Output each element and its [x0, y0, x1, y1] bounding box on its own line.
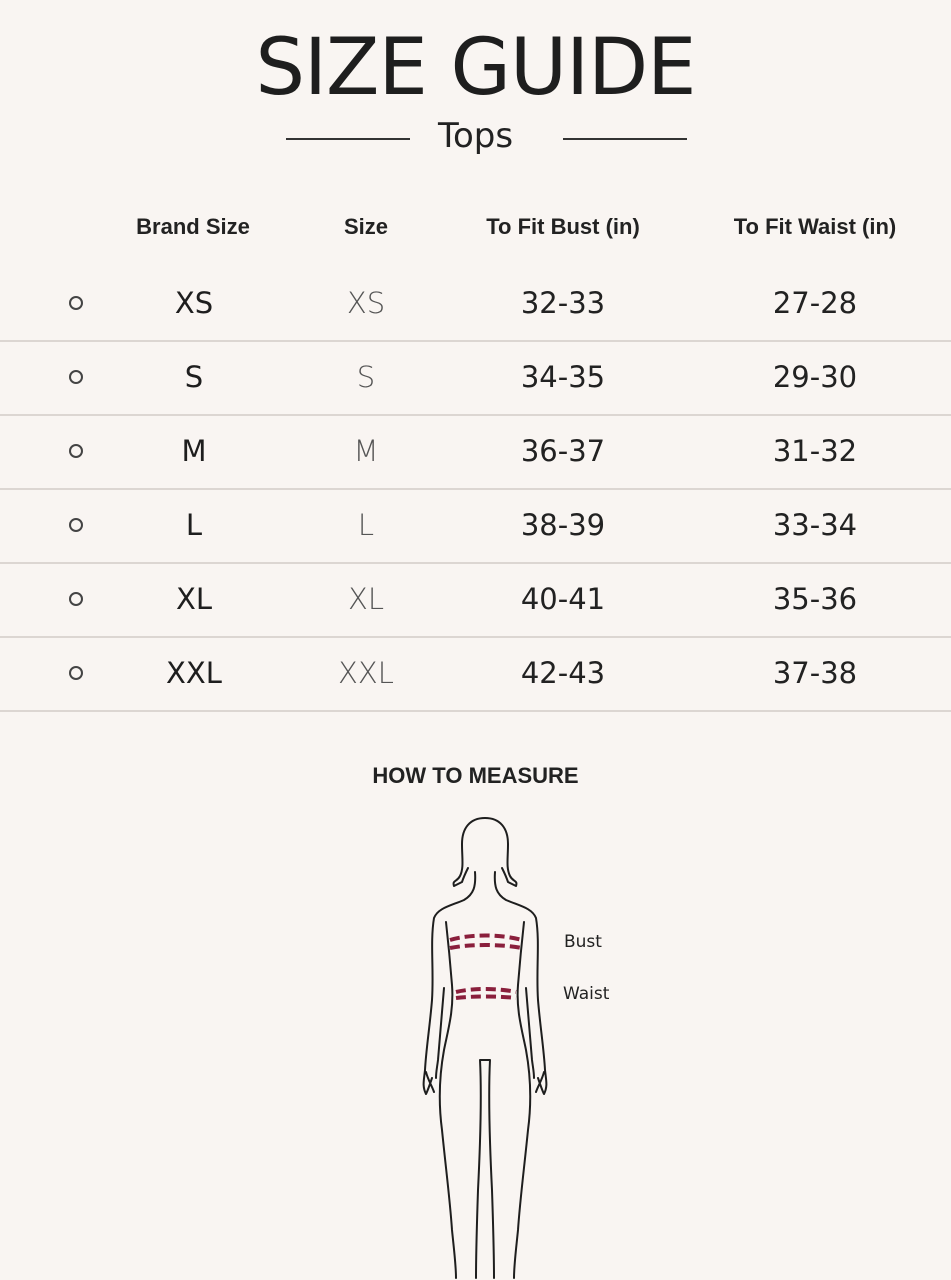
- size-cell: M: [353, 434, 379, 468]
- bust-measure-line-2: [450, 945, 522, 948]
- size-cell: XS: [346, 286, 386, 320]
- how-to-measure-heading: HOW TO MEASURE: [372, 763, 579, 788]
- bust-measure-line: [450, 936, 522, 941]
- bust-cell: 34-35: [520, 360, 606, 394]
- waist-cell: 33-34: [772, 508, 858, 542]
- body-figure-icon: [400, 810, 570, 1280]
- left-inner-arm: [436, 988, 444, 1078]
- table-header: [0, 205, 951, 249]
- header-brand-size: Brand Size: [136, 214, 250, 239]
- head-outline: [454, 818, 517, 886]
- waist-cell: 35-36: [772, 582, 858, 616]
- waist-label: Waist: [563, 984, 610, 1004]
- bust-cell: 38-39: [520, 508, 606, 542]
- table-row[interactable]: [0, 564, 951, 638]
- right-inner-arm: [526, 988, 534, 1078]
- brand-size-cell: S: [184, 360, 204, 394]
- waist-cell: 27-28: [772, 286, 858, 320]
- waist-measure-line-2: [456, 997, 516, 999]
- size-table: [0, 268, 951, 712]
- bust-cell: 42-43: [520, 656, 606, 690]
- table-row[interactable]: [0, 638, 951, 712]
- subtitle-block: [0, 112, 951, 160]
- brand-size-cell: L: [185, 508, 203, 542]
- brand-size-cell: XS: [174, 286, 214, 320]
- radio-button[interactable]: [69, 444, 83, 458]
- left-torso: [440, 922, 456, 1278]
- size-cell: S: [356, 360, 376, 394]
- header-size: Size: [343, 214, 389, 239]
- size-cell: XXL: [338, 656, 394, 690]
- radio-button[interactable]: [69, 666, 83, 680]
- size-cell: XL: [347, 582, 385, 616]
- right-body-outline: [495, 872, 547, 1094]
- bust-cell: 32-33: [520, 286, 606, 320]
- page-title: SIZE GUIDE: [255, 23, 696, 113]
- subtitle: Tops: [437, 116, 514, 156]
- inner-legs: [476, 1060, 494, 1278]
- table-row[interactable]: [0, 416, 951, 490]
- radio-button[interactable]: [69, 592, 83, 606]
- waist-measure-line: [456, 989, 516, 992]
- radio-button[interactable]: [69, 296, 83, 310]
- table-row[interactable]: [0, 342, 951, 416]
- bust-label: Bust: [564, 932, 602, 952]
- brand-size-cell: XXL: [166, 656, 222, 690]
- bust-cell: 40-41: [520, 582, 606, 616]
- left-body-outline: [424, 872, 476, 1094]
- subtitle-rule-right: [563, 138, 687, 140]
- header-waist: To Fit Waist (in): [733, 214, 897, 239]
- brand-size-cell: XL: [175, 582, 213, 616]
- radio-button[interactable]: [69, 370, 83, 384]
- waist-cell: 31-32: [772, 434, 858, 468]
- brand-size-cell: M: [181, 434, 207, 468]
- size-cell: L: [357, 508, 375, 542]
- radio-button[interactable]: [69, 518, 83, 532]
- table-row[interactable]: [0, 490, 951, 564]
- waist-cell: 37-38: [772, 656, 858, 690]
- table-row[interactable]: [0, 268, 951, 342]
- bust-cell: 36-37: [520, 434, 606, 468]
- header-bust: To Fit Bust (in): [486, 214, 640, 239]
- right-torso: [514, 922, 530, 1278]
- waist-cell: 29-30: [772, 360, 858, 394]
